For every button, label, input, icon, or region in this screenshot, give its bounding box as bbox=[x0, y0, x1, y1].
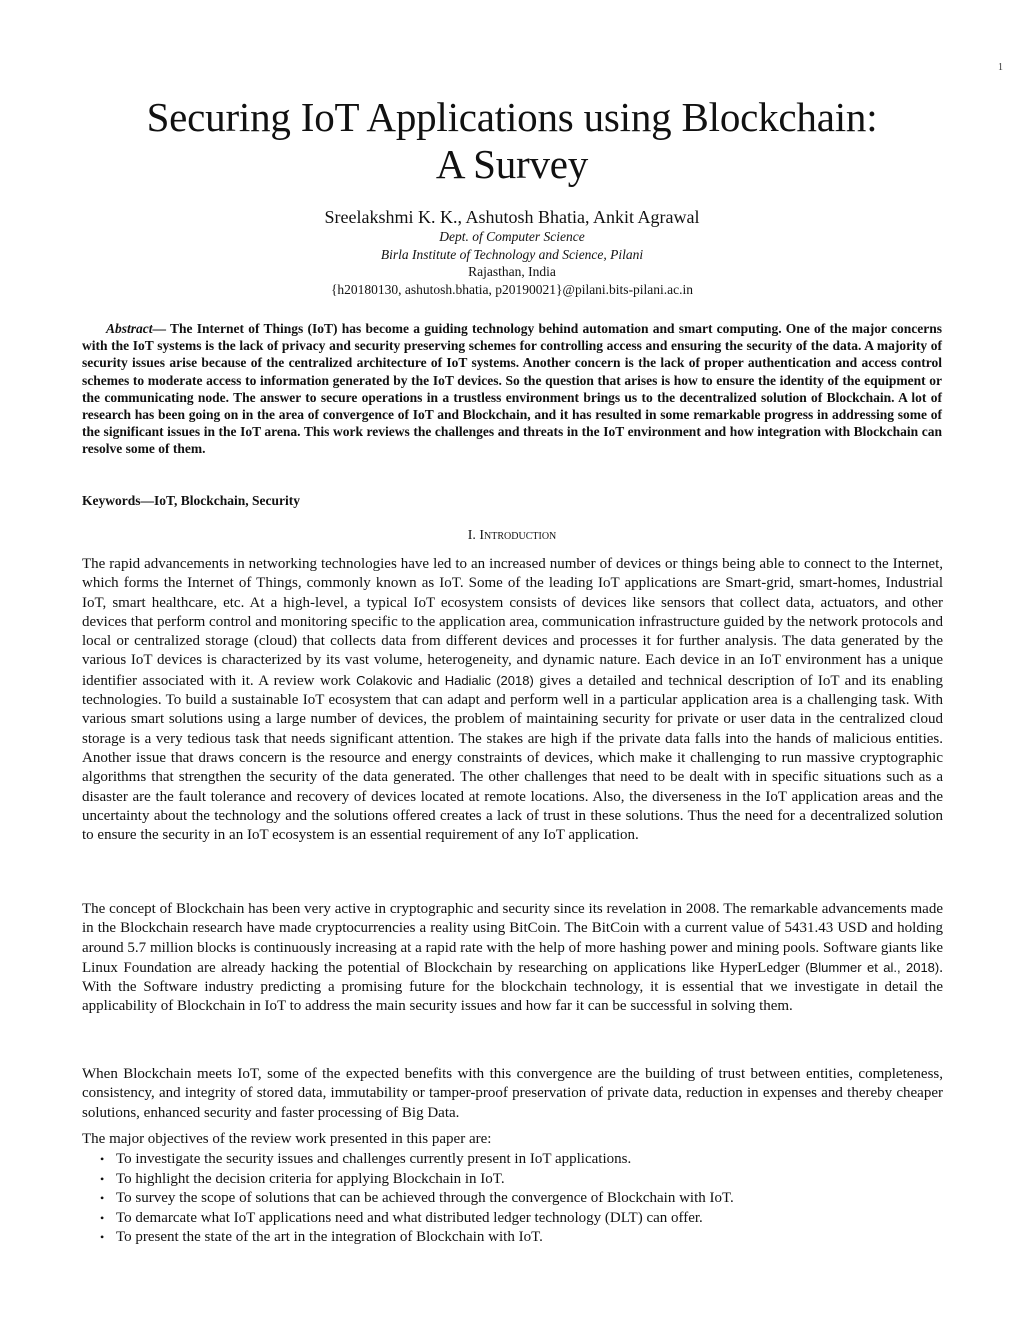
intro-paragraph-2 bbox=[82, 900, 943, 1017]
intro-paragraph-3: When Blockchain meets IoT, some of the expected benefits with this convergence are the building of trust between entities, completeness, consistency, and integrity of stored data, immutability or tamper-proof preservation of private data, reduction in expenses and thereby cheaper solutions, enhanced security and faster processing of Big Data. bbox=[82, 1066, 943, 1121]
abstract bbox=[82, 320, 942, 458]
intro-paragraph-1 bbox=[82, 555, 943, 845]
abstract-dash: — bbox=[152, 321, 171, 336]
objectives-list bbox=[82, 1150, 943, 1248]
abstract-label: Abstract bbox=[106, 321, 153, 336]
keywords: Keywords—IoT, Blockchain, Security bbox=[82, 493, 301, 508]
author-names: Sreelakshmi K. K., Ashutosh Bhatia, Ankit Agrawal bbox=[324, 207, 700, 227]
title-line-2: A Survey bbox=[435, 141, 589, 187]
author-emails: {h20180130, ashutosh.bhatia, p20190021}@pilani.bits-pilani.ac.in bbox=[330, 281, 694, 297]
paragraph-1-text-a: The rapid advancements in networking technologies have led to an increased number of devices or things being able to connect to the Internet, which forms the Internet of Things, commonly known as IoT. Some of the leading IoT applications are Smart-grid, smart-homes, Industrial IoT, smart healthcare, etc. At a high-level, a typical IoT ecosystem consists of devices like sensors that collect data, actuators, and other devices that perform control and monitoring specific to the application area, communication infrastructure guided by the network protocols and local or centralized storage (cloud) that collects data from different devices and processes it for further analysis. The data generated by the various IoT devices is characterized by its vast volume, heterogeneity, and dynamic nature. Each device in an IoT environment has a unique identifier associated with it. A review work bbox=[82, 556, 943, 689]
affiliation-location: Rajasthan, India bbox=[468, 264, 556, 279]
objective-item: • To investigate the security issues and challenges currently present in IoT applications. bbox=[82, 1150, 943, 1170]
objective-item: • To survey the scope of solutions that can be achieved through the convergence of Blockchain with IoT. bbox=[82, 1189, 943, 1209]
affiliation-institute: Birla Institute of Technology and Science, Pilani bbox=[380, 246, 644, 262]
objective-item: • To highlight the decision criteria for applying Blockchain in IoT. bbox=[82, 1170, 943, 1190]
paragraph-2-text-a: The concept of Blockchain has been very active in cryptographic and security since its revelation in 2008. The remarkable advancements made in the Blockchain research have made cryptocurrencies a reality using BitCoin. The BitCoin with a current value of 5431.43 USD and holding around 5.7 million blocks is continuously increasing at a rapid rate with the help of more hashing power and mining pools. Software giants like Linux Foundation are already hacking the potential of Blockchain by researching on applications like HyperLedger bbox=[82, 901, 943, 976]
abstract-text: The Internet of Things (IoT) has become a guiding technology behind automation and smart computing. One of the major concerns with the IoT systems is the lack of privacy and security preserving schemes for controlling access and ensuring the security of the data. A majority of security issues arise because of the centralized architecture of IoT systems. Another concern is the lack of proper authentication and access control schemes to moderate access to information generated by the IoT devices. So the question that arises is how to ensure the identity of the equipment or the communicating node. The answer to secure operations in a trustless environment brings us to the decentralized solution of Blockchain. A lot of research has been going on in the area of convergence of IoT and Blockchain, and it has resulted in some remarkable progress in addressing some of the significant issues in the IoT arena. This work reviews the challenges and threats in the IoT environment and how integration with Blockchain can resolve some of them. bbox=[82, 321, 942, 457]
objective-item: • To present the state of the art in the integration of Blockchain with IoT. bbox=[82, 1228, 943, 1248]
section-title: Introduction bbox=[479, 528, 557, 543]
affiliation-dept: Dept. of Computer Science bbox=[439, 229, 585, 244]
author-block bbox=[0, 206, 1024, 298]
section-number: I. bbox=[467, 528, 476, 543]
paper-title bbox=[60, 94, 964, 188]
paragraph-2-text-b: . With the Software industry predicting a promising future for the blockchain technology, it is essential that we investigate in detail the applicability of Blockchain in IoT to address the main security issues and how far it can be successful in solving them. bbox=[82, 959, 943, 1015]
citation-blummer: (Blummer et al., 2018) bbox=[805, 959, 940, 975]
citation-colakovic: Colakovic and Hadialic (2018) bbox=[356, 672, 534, 688]
objective-item: • To demarcate what IoT applications need and what distributed ledger technology (DLT) can offer. bbox=[82, 1209, 943, 1229]
section-heading-introduction bbox=[0, 528, 1024, 544]
page-number: 1 bbox=[998, 62, 1003, 73]
paragraph-1-text-b: gives a detailed and technical description of IoT and its enabling technologies. To build a sustainable IoT ecosystem that can adapt and perform well in a particular application area is a challenging task. With various smart solutions using a large number of devices, the problem of maintaining security for private or user data in the centralized cloud storage is a very tedious task that needs significant attention. The stakes are high if the private data falls into the hands of malicious entities. Another issue that draws concern is the resource and energy constraints of devices, which make it challenging to run massive cryptographic algorithms that strengthen the security of the data generated. The other challenges that need to be dealt with in specific situations such as a disaster are the fault tolerance and recovery of devices located at remote locations. Also, the diverseness in the IoT application areas and the uncertainty about the technology and the solutions offered creates a lack of trust in these solutions. Thus the need for a decentralized solution to ensure the security in an IoT ecosystem is an essential requirement of any IoT application. bbox=[82, 672, 943, 844]
title-line-1: Securing IoT Applications using Blockchain: bbox=[146, 94, 878, 140]
objectives-intro: The major objectives of the review work presented in this paper are: bbox=[82, 1131, 492, 1147]
